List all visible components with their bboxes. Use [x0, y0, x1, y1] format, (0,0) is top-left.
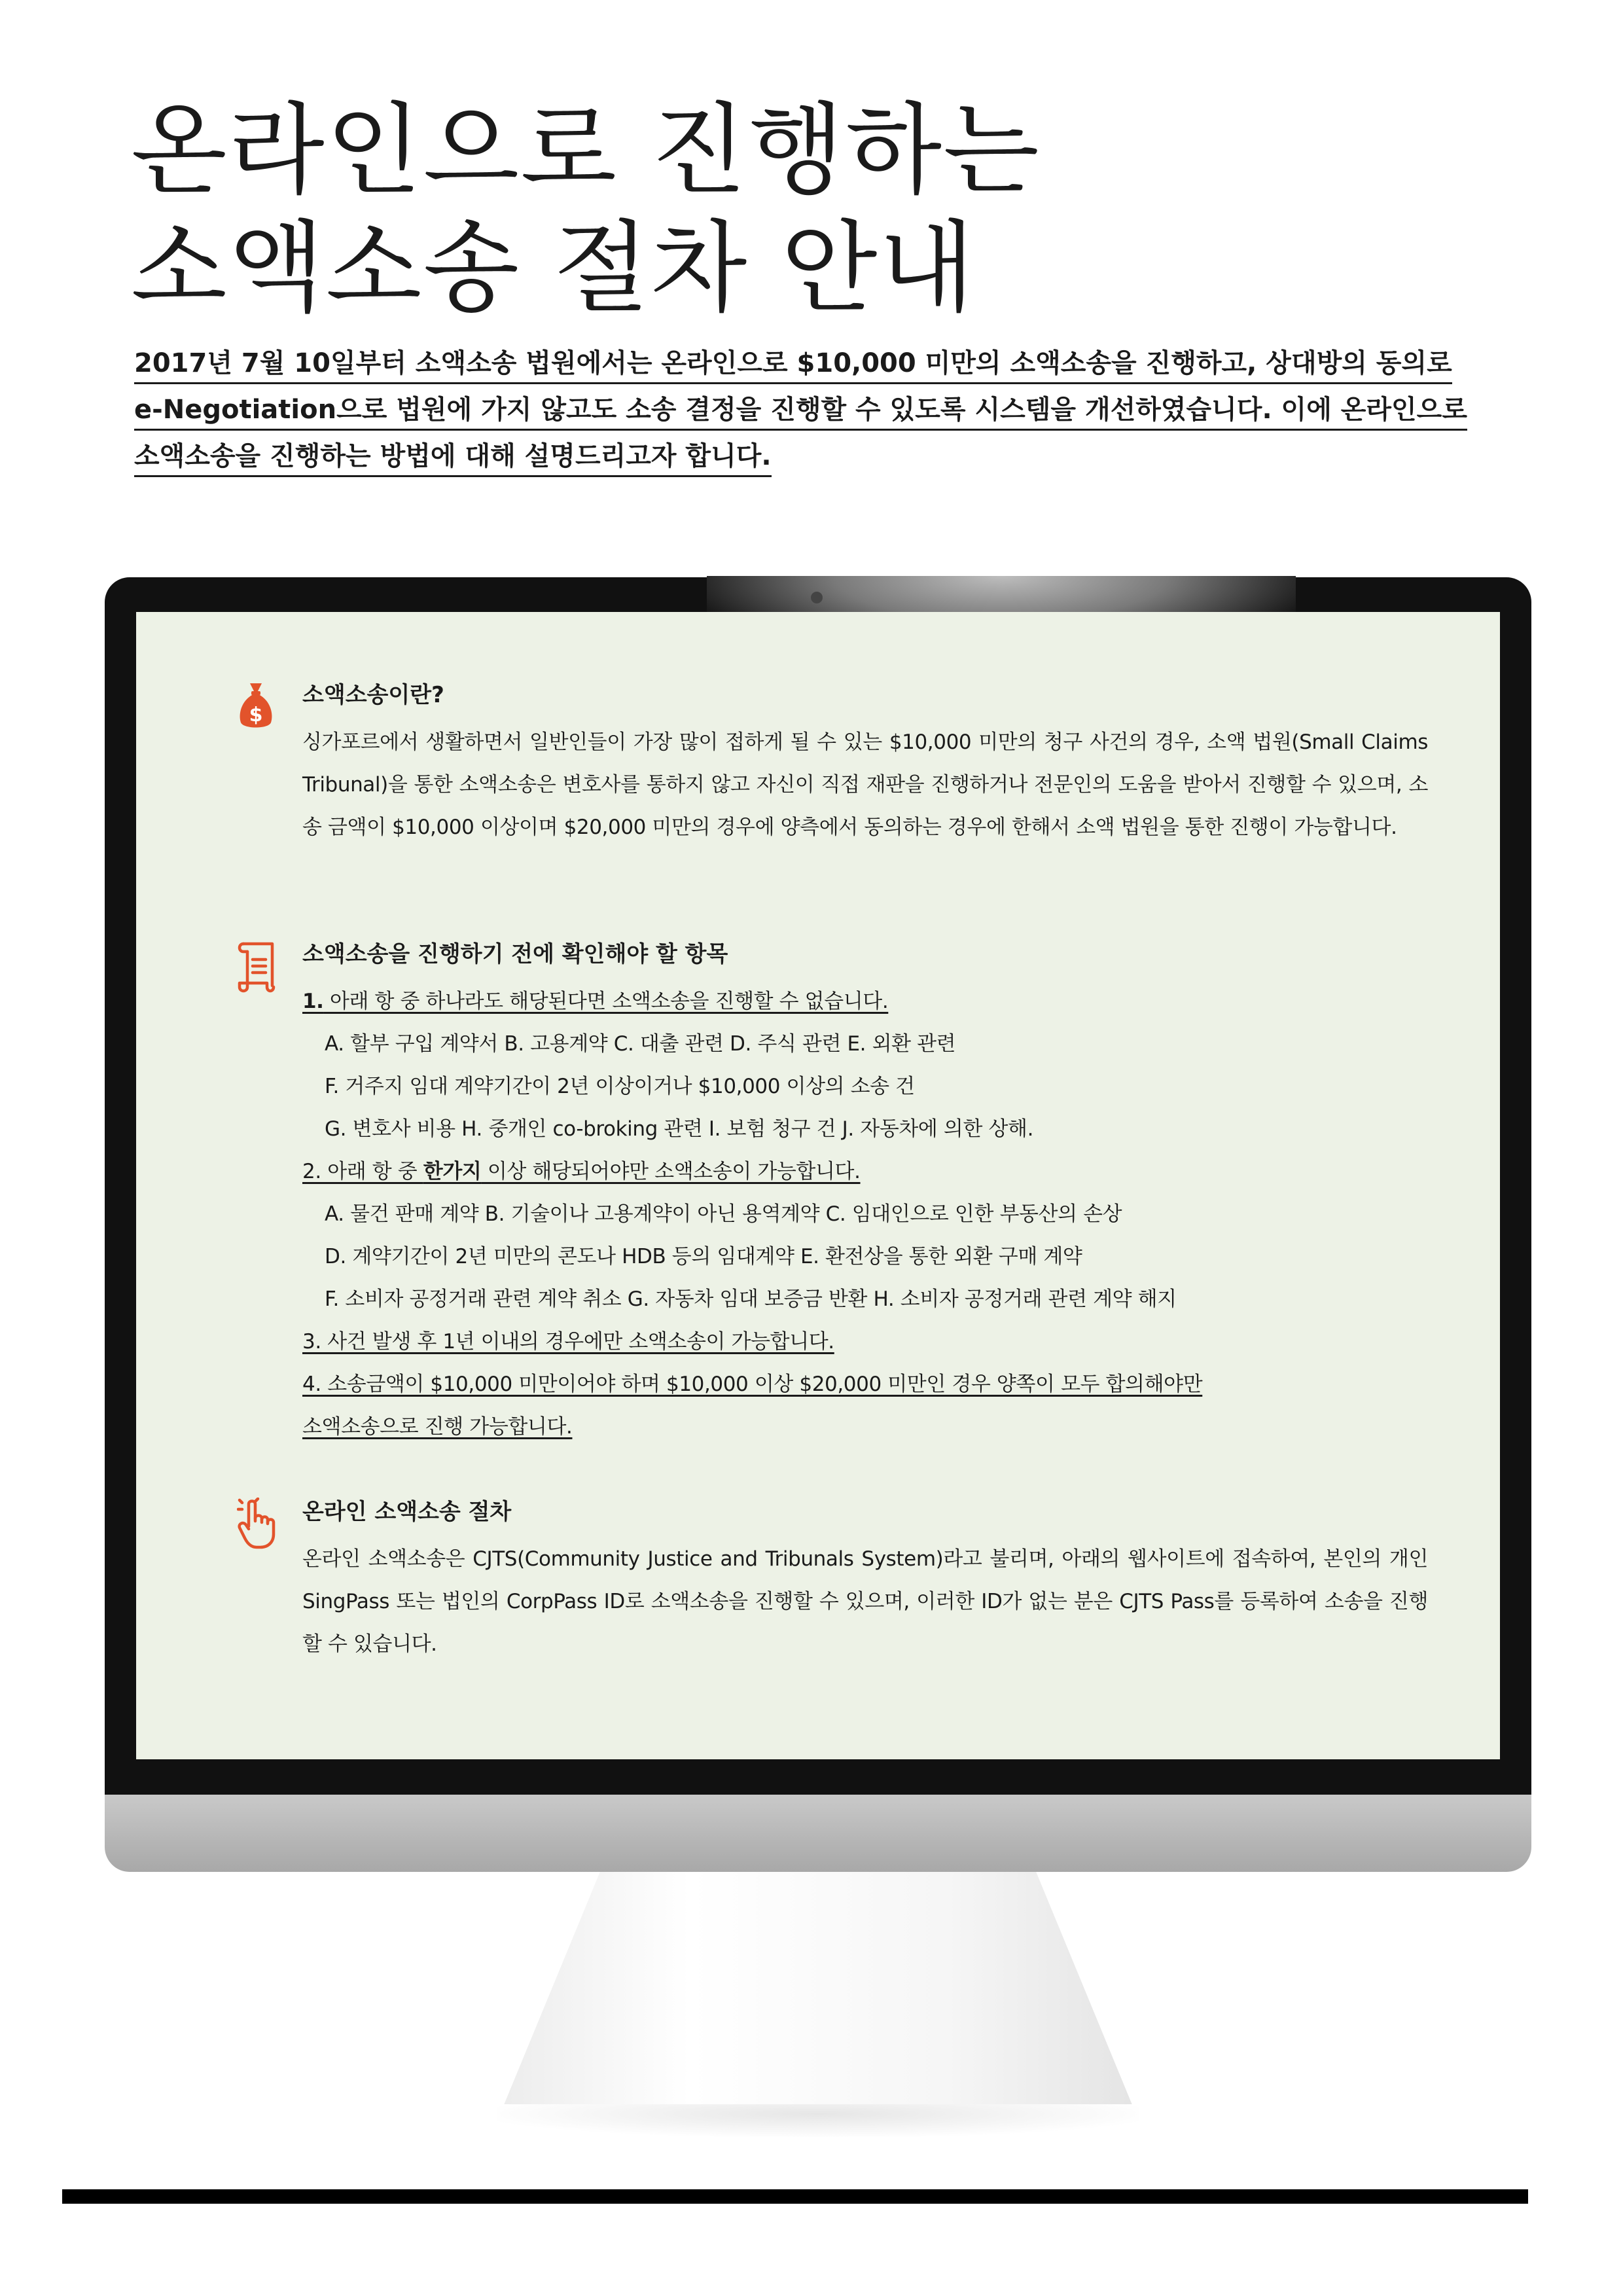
check-item-4-line-1: [302, 1363, 1428, 1406]
check-item-1-text: 아래 항 중 하나라도 해당된다면 소액소송을 진행할 수 없습니다.: [323, 990, 889, 1013]
check-item-2: [302, 1151, 1428, 1193]
title-line-1: 온라인으로 진행하는: [131, 92, 1041, 208]
section-check-items: [302, 941, 1428, 1448]
title-line-2: 소액소송 절차 안내: [131, 210, 976, 326]
money-bag-icon: [237, 681, 275, 734]
footer-rule: [62, 2189, 1528, 2204]
check-item-4-text-1: 4. 소송금액이 $10,000 미만이어야 하며 $10,000 이상 $20,000 미만인 경우 양쪽이 모두 합의해야만: [302, 1372, 1203, 1396]
page-title: [131, 92, 1505, 327]
check-item-2-pre: 2. 아래 항 중: [302, 1160, 423, 1183]
section-title: 소액소송이란?: [302, 682, 444, 708]
check-item-1-c: G. 변호사 비용 H. 중개인 co-broking 관련 I. 보험 청구 건 J. 자동차에 의한 상해.: [325, 1117, 1034, 1141]
monitor-stand: [497, 1872, 1139, 2121]
section-title: 소액소송을 진행하기 전에 확인해야 할 항목: [302, 941, 728, 967]
scroll-document-icon: [233, 940, 279, 997]
section-body: 싱가포르에서 생활하면서 일반인들이 가장 많이 접하게 될 수 있는 $10,000 미만의 청구 사건의 경우, 소액 법원(Small Claims Tribunal)을 통한 소액소송은 변호사를 통하지 않고 자신이 직접 재판을 진행하거나 전문인의 도움을 받아서 진행할 수 있으며, 소송 금액이 $10,000 이상이며 $20,000 미만의 경우에 양측에서 동의하는 경우에 한해서 소액 법원을 통한 진행이 가능합니다.: [302, 730, 1428, 839]
check-item-3: [302, 1321, 1428, 1363]
check-item-4-text-2: 소액소송으로 진행 가능합니다.: [302, 1415, 573, 1439]
svg-text:$: $: [249, 704, 263, 726]
webcam-icon: [811, 592, 823, 603]
section-title: 온라인 소액소송 절차: [302, 1499, 512, 1525]
check-item-1-b: F. 거주지 임대 계약기간이 2년 이상이거나 $10,000 이상의 소송 건: [325, 1075, 915, 1098]
check-item-1-number: 1.: [302, 990, 324, 1013]
section-body: 온라인 소액소송은 CJTS(Community Justice and Tribunals System)라고 불리며, 아래의 웹사이트에 접속하여, 본인의 개인 SingPass 또는 법인의 CorpPass ID로 소액소송을 진행할 수 있으며, 이러한 ID가 없는 분은 CJTS Pass를 등록하여 소송을 진행할 수 있습니다.: [302, 1547, 1428, 1656]
intro-line-3: 소액소송을 진행하는 방법에 대해 설명드리고자 합니다.: [134, 440, 772, 477]
section-what-is-small-claims: [302, 682, 1428, 849]
intro-line-1: 2017년 7월 10일부터 소액소송 법원에서는 온라인으로 $10,000 미만의 소액소송을 진행하고, 상대방의 동의로: [134, 347, 1452, 384]
check-item-2-post: 이상 해당되어야만 소액소송이 가능합니다.: [481, 1160, 861, 1183]
section-online-procedure: [302, 1499, 1428, 1666]
check-item-2-b: D. 계약기간이 2년 미만의 콘도나 HDB 등의 임대계약 E. 환전상을 통한 외환 구매 계약: [325, 1245, 1082, 1268]
check-item-1-a: A. 할부 구입 계약서 B. 고용계약 C. 대출 관련 D. 주식 관련 E. 외환 관련: [325, 1032, 956, 1056]
monitor-stand-base: [497, 2104, 1139, 2137]
check-item-2-a: A. 물건 판매 계약 B. 기술이나 고용계약이 아닌 용역계약 C. 임대인으로 인한 부동산의 손상: [325, 1202, 1122, 1226]
intro-paragraph: [134, 347, 1522, 486]
check-item-2-bold: 한가지: [423, 1160, 482, 1183]
intro-line-2: e-Negotiation으로 법원에 가지 않고도 소송 결정을 진행할 수 있도록 시스템을 개선하였습니다. 이에 온라인으로: [134, 393, 1467, 431]
check-item-2-c: F. 소비자 공정거래 관련 계약 취소 G. 자동차 임대 보증금 반환 H. 소비자 공정거래 관련 계약 해지: [325, 1287, 1177, 1311]
check-item-3-text: 3. 사건 발생 후 1년 이내의 경우에만 소액소송이 가능합니다.: [302, 1330, 834, 1354]
check-item-1: [302, 980, 1428, 1023]
pointing-hand-icon: [237, 1498, 277, 1554]
monitor-chin: [105, 1795, 1531, 1872]
check-item-4-line-2: [302, 1406, 1428, 1448]
